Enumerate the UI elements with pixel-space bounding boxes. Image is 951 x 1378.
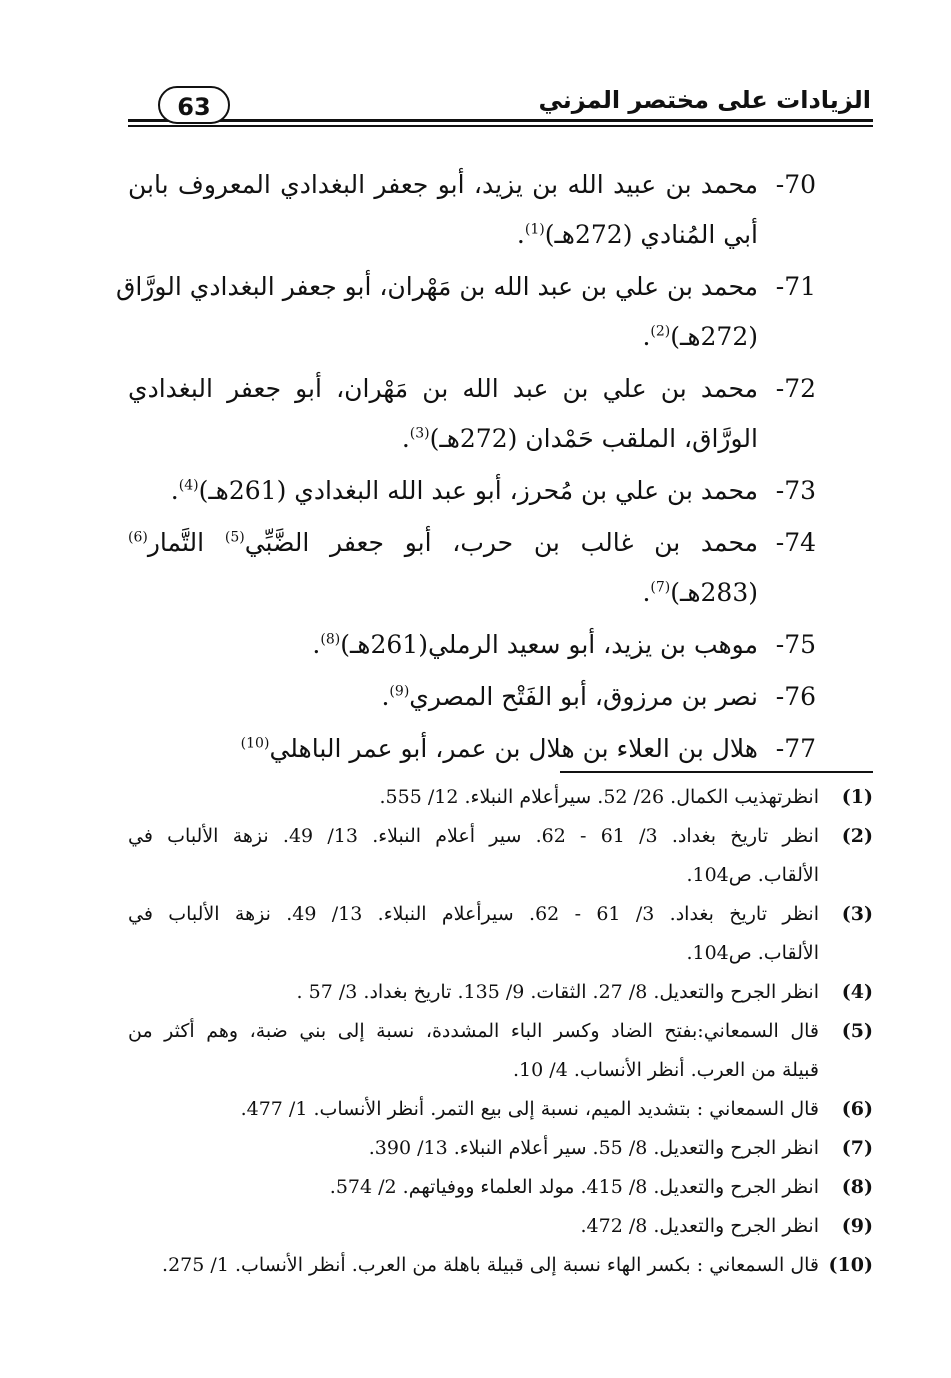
footnote-ref[interactable]: (5): [224, 529, 245, 546]
list-item: 73-محمد بن علي بن مُحرز، أبو عبد الله البغدادي (261هـ)$^{(4)}$.: [128, 466, 816, 516]
list-item: 74-محمد بن غالب بن حرب، أبو جعفر الضَّبِّي$^{(5)}$ التَّمار$^{(6)}$ (283هـ)$^{(7)}$.: [128, 518, 816, 618]
entry-text: نصر بن مرزوق، أبو الفَتْح المصري: [409, 682, 758, 711]
footnote-text: انظر الجرح والتعديل. 8/ 415. مولد العلماء ووفياتهم. 2/ 574.: [329, 1176, 819, 1198]
footnote-number: (2): [841, 825, 873, 847]
footnote-number: (10): [828, 1254, 873, 1276]
footnote-ref[interactable]: (2): [650, 323, 671, 340]
header-rule: [128, 119, 873, 122]
footnote-number: (1): [841, 786, 873, 808]
footnote-text: الألقاب. ص104.: [686, 942, 819, 964]
entry-number: 74-: [775, 528, 816, 557]
footnote-ref[interactable]: (10): [240, 735, 270, 752]
footnote: [128, 1090, 873, 1129]
entry-text: محمد بن علي بن عبد الله بن مَهْران، أبو جعفر البغدادي الورَّاق: [115, 272, 758, 301]
entry-text: محمد بن علي بن مُحرز، أبو عبد الله البغدادي (261هـ): [198, 476, 758, 505]
entry-number: 76-: [775, 682, 816, 711]
list-item: [128, 724, 816, 774]
footnote-ref[interactable]: (6): [128, 529, 148, 546]
footnote: [128, 1129, 873, 1168]
entry-number: 72-: [775, 374, 816, 403]
footnote: [128, 895, 873, 973]
footnote: [128, 778, 873, 817]
footnote-text: انظر الجرح والتعديل. 8/ 55. سير أعلام النبلاء. 13/ 390.: [368, 1137, 819, 1159]
footnote-number: (5): [841, 1020, 873, 1042]
entry-number: 70-: [775, 170, 816, 199]
entry-text: (283هـ): [670, 578, 758, 607]
book-title: الزيادات على مختصر المزني: [533, 84, 871, 116]
list-item: 72-محمد بن علي بن عبد الله بن مَهْران، أبو جعفر البغدادي الورَّاق، الملقب حَمْدان (272هـ)$^{(3)}$.: [128, 364, 816, 464]
footnote-text: الألقاب. ص104.: [686, 864, 819, 886]
entry-text: محمد بن غالب بن حرب، أبو جعفر الضَّبِّي: [244, 528, 758, 557]
footnote-number: (9): [841, 1215, 873, 1237]
footnote-number: (6): [841, 1098, 873, 1120]
footnote-ref[interactable]: (7): [650, 579, 671, 596]
footnote-text: انظرتهذيب الكمال. 26/ 52. سيرأعلام النبلاء. 12/ 555.: [379, 786, 819, 808]
footnote-text: انظر تاريخ بغداد. 3/ 61 - 62. سيرأعلام النبلاء. 13/ 49. نزهة الألباب في: [128, 903, 819, 925]
footnotes: [128, 778, 873, 1285]
entry-text: موهب بن يزيد، أبو سعيد الرملي(261هـ): [340, 630, 758, 659]
footnote-number: (3): [841, 903, 873, 925]
page-header: [128, 82, 873, 130]
footnote-text: انظر تاريخ بغداد. 3/ 61 - 62. سير أعلام النبلاء. 13/ 49. نزهة الألباب في: [128, 825, 819, 847]
entry-number: 77-: [775, 734, 816, 763]
footnote-text: انظر الجرح والتعديل. 8/ 472.: [580, 1215, 819, 1237]
header-rule-thin: [128, 125, 873, 127]
entry-number: 73-: [775, 476, 816, 505]
entry-text: الورَّاق، الملقب حَمْدان (272هـ): [429, 424, 758, 453]
entry-text: هلال بن العلاء بن هلال بن عمر، أبو عمر الباهلي: [269, 734, 758, 763]
entry-number: 71-: [775, 272, 816, 301]
footnote-number: (7): [841, 1137, 873, 1159]
page-number: 63: [158, 86, 230, 124]
list-item: 76-نصر بن مرزوق، أبو الفَتْح المصري$^{(9)}$.: [128, 672, 816, 722]
entry-text: محمد بن علي بن عبد الله بن مَهْران، أبو جعفر البغدادي: [128, 374, 758, 403]
list-item: 71-محمد بن علي بن عبد الله بن مَهْران، أبو جعفر البغدادي الورَّاق (272هـ)$^{(2)}$.: [128, 262, 816, 362]
narrator-list: [115, 160, 816, 776]
footnote: [128, 1168, 873, 1207]
footnote: [128, 817, 873, 895]
footnote-ref[interactable]: (4): [178, 477, 199, 494]
list-item: 70-محمد بن عبيد الله بن يزيد، أبو جعفر البغدادي المعروف بابن أبي المُنادي (272هـ)$^{(1)}$.: [128, 160, 816, 260]
footnote-text: قال السمعاني:بفتح الضاد وكسر الباء المشددة، نسبة إلى بني ضبة، وهم أكثر من: [128, 1020, 819, 1042]
footnote: [128, 1207, 873, 1246]
footnote-ref[interactable]: (8): [320, 631, 341, 648]
footnote-number: (4): [841, 981, 873, 1003]
footnote-ref[interactable]: (1): [524, 221, 545, 238]
footnote-text: قبيلة من العرب. أنظر الأنساب. 4/ 10.: [513, 1059, 819, 1081]
footnote-text: قال السمعاني : بتشديد الميم، نسبة إلى بيع التمر. أنظر الأنساب. 1/ 477.: [240, 1098, 819, 1120]
footnote: [128, 973, 873, 1012]
footnote-number: (8): [841, 1176, 873, 1198]
entry-text: أبي المُنادي (272هـ): [544, 220, 758, 249]
entry-number: 75-: [775, 630, 816, 659]
entry-text: التَّمار: [147, 528, 205, 557]
list-item: 75-موهب بن يزيد، أبو سعيد الرملي(261هـ)$^{(8)}$.: [128, 620, 816, 670]
footnote-text: قال السمعاني : بكسر الهاء نسبة إلى قبيلة باهلة من العرب. أنظر الأنساب. 1/ 275.: [162, 1254, 819, 1276]
entry-text: محمد بن عبيد الله بن يزيد، أبو جعفر البغدادي المعروف بابن: [128, 170, 758, 199]
footnote: [128, 1246, 873, 1285]
footnote: [128, 1012, 873, 1090]
entry-text: (272هـ): [670, 322, 758, 351]
footnote-ref[interactable]: (9): [389, 683, 410, 700]
footnote-text: انظر الجرح والتعديل. 8/ 27. الثقات. 9/ 135. تاريخ بغداد. 3/ 57 .: [296, 981, 819, 1003]
footnote-ref[interactable]: (3): [409, 425, 430, 442]
footnote-separator: [560, 771, 873, 773]
